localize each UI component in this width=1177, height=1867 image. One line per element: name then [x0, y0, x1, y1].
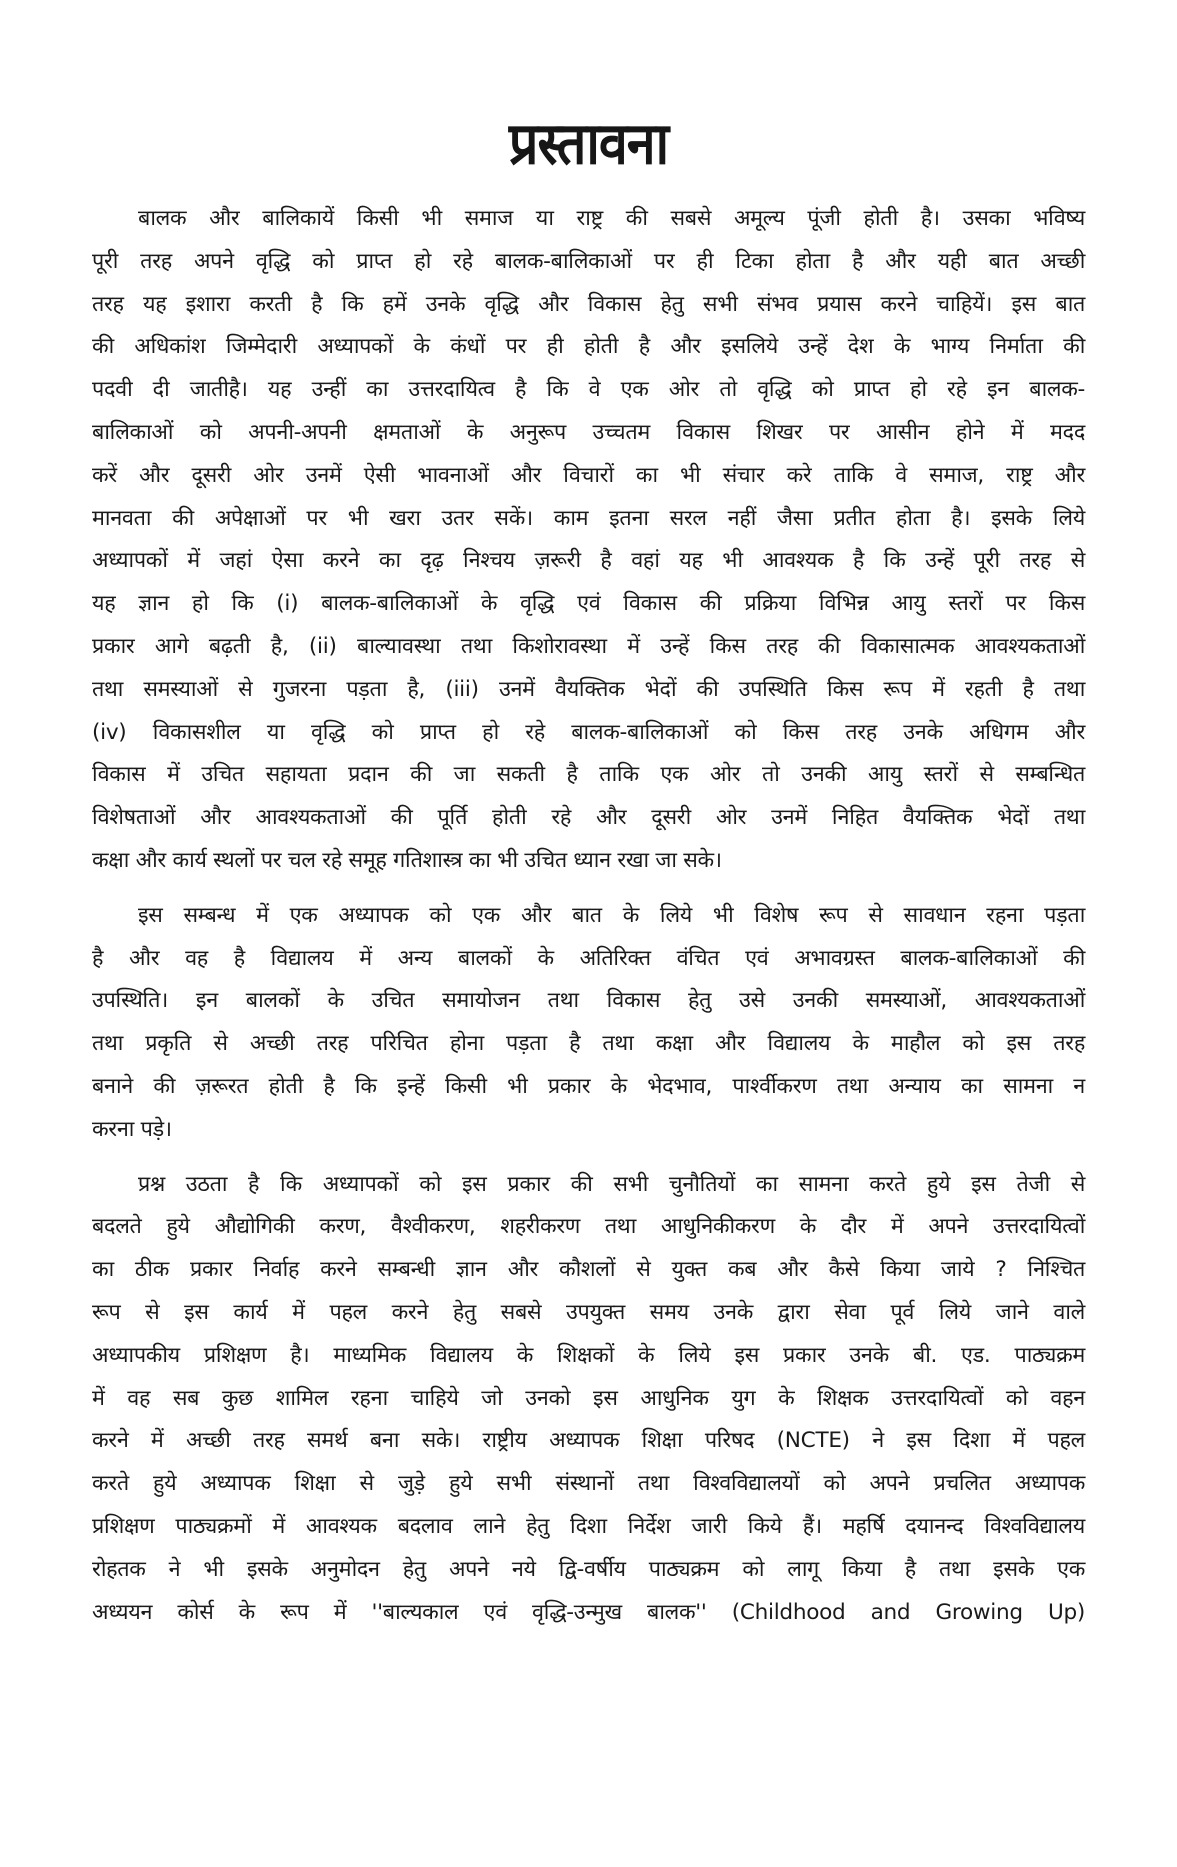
document-body [92, 198, 1085, 1634]
text-line: अध्यापकीय प्रशिक्षण है। माध्यमिक विद्यालय के शिक्षकों के लिये इस प्रकार उनके बी. एड. पाठ्यक्रम [92, 1342, 1085, 1368]
text-line: बालिकाओं को अपनी-अपनी क्षमताओं के अनुरूप उच्चतम विकास शिखर पर आसीन होने में मदद [92, 419, 1085, 445]
text-line: तरह यह इशारा करती है कि हमें उनके वृद्धि और विकास हेतु सभी संभव प्रयास करने चाहियें। इस बात [92, 291, 1085, 317]
text-line: पदवी दी जातीहै। यह उन्हीं का उत्तरदायित्व है कि वे एक ओर तो वृद्धि को प्राप्त हो रहे इन बालक- [92, 377, 1085, 403]
text-line: तथा समस्याओं से गुजरना पड़ता है, (iii) उनमें वैयक्तिक भेदों की उपस्थिति किस रूप में रहती है तथा [92, 676, 1085, 702]
text-line: करने में अच्छी तरह समर्थ बना सके। राष्ट्रीय अध्यापक शिक्षा परिषद (NCTE) ने इस दिशा में पहल [92, 1428, 1085, 1454]
text-line: बालक और बालिकायें किसी भी समाज या राष्ट्र की सबसे अमूल्य पूंजी होती है। उसका भविष्य [138, 206, 1085, 231]
text-line: करते हुये अध्यापक शिक्षा से जुड़े हुये सभी संस्थानों तथा विश्वविद्यालयों को अपने प्रचलित अध्यापक [92, 1471, 1085, 1497]
text-line: बनाने की ज़रूरत होती है कि इन्हें किसी भी प्रकार के भेदभाव, पार्श्वीकरण तथा अन्याय का सामना न [92, 1073, 1085, 1099]
text-line: यह ज्ञान हो कि (i) बालक-बालिकाओं के वृद्धि एवं विकास की प्रक्रिया विभिन्न आयु स्तरों पर किस [92, 591, 1085, 617]
text-line: विकास में उचित सहायता प्रदान की जा सकती है ताकि एक ओर तो उनकी आयु स्तरों से सम्बन्धित [92, 762, 1085, 788]
text-line: प्रशिक्षण पाठ्यक्रमों में आवश्यक बदलाव लाने हेतु दिशा निर्देश जारी किये हैं। महर्षि दयानन्द विश्वविद्यालय [92, 1513, 1085, 1539]
text-line: तथा प्रकृति से अच्छी तरह परिचित होना पड़ता है तथा कक्षा और विद्यालय के माहौल को इस तरह [92, 1031, 1085, 1057]
text-line: प्रश्न उठता है कि अध्यापकों को इस प्रकार की सभी चुनौतियों का सामना करते हुये इस तेजी से [138, 1171, 1085, 1197]
text-line: मानवता की अपेक्षाओं पर भी खरा उतर सकें। काम इतना सरल नहीं जैसा प्रतीत होता है। इसके लिये [92, 505, 1085, 531]
text-line: उपस्थिति। इन बालकों के उचित समायोजन तथा विकास हेतु उसे उनकी समस्याओं, आवश्यकताओं [92, 988, 1085, 1014]
text-line: में वह सब कुछ शामिल रहना चाहिये जो उनको इस आधुनिक युग के शिक्षक उत्तरदायित्वों को वहन [92, 1385, 1085, 1411]
text-line: बदलते हुये औद्योगिकी करण, वैश्वीकरण, शहरीकरण तथा आधुनिकीकरण के दौर में अपने उत्तरदायित्वों [92, 1214, 1085, 1240]
text-line: की अधिकांश जिम्मेदारी अध्यापकों के कंधों पर ही होती है और इसलिये उन्हें देश के भाग्य निर्माता की [92, 334, 1085, 360]
text-line: पूरी तरह अपने वृद्धि को प्राप्त हो रहे बालक-बालिकाओं पर ही टिका होता है और यही बात अच्छी [92, 248, 1085, 274]
text-line: का ठीक प्रकार निर्वाह करने सम्बन्धी ज्ञान और कौशलों से युक्त कब और कैसे किया जाये ? निश्चित [92, 1257, 1085, 1283]
page-title: प्रस्तावना [508, 110, 669, 179]
text-line: इस सम्बन्ध में एक अध्यापक को एक और बात के लिये भी विशेष रूप से सावधान रहना पड़ता [138, 902, 1085, 928]
text-line: अध्यापकों में जहां ऐसा करने का दृढ़ निश्चय ज़रूरी है वहां यह भी आवश्यक है कि उन्हें पूरी तरह से [92, 548, 1085, 574]
text-line: करना पड़े। [92, 1116, 172, 1142]
text-line: अध्ययन कोर्स के रूप में ''बाल्यकाल एवं वृद्धि-उन्मुख बालक'' (Childhood and Growing Up) [92, 1599, 1085, 1625]
paragraph [92, 895, 1085, 1152]
text-line: है और वह है विद्यालय में अन्य बालकों के अतिरिक्त वंचित एवं अभावग्रस्त बालक-बालिकाओं की [92, 945, 1085, 971]
text-line: रोहतक ने भी इसके अनुमोदन हेतु अपने नये द्वि-वर्षीय पाठ्यक्रम को लागू किया है तथा इसके एक [92, 1556, 1085, 1582]
text-line: प्रकार आगे बढ़ती है, (ii) बाल्यावस्था तथा किशोरावस्था में उन्हें किस तरह की विकासात्मक आवश्यकताओं [92, 633, 1085, 659]
text-line: करें और दूसरी ओर उनमें ऐसी भावनाओं और विचारों का भी संचार करे ताकि वे समाज, राष्ट्र और [92, 462, 1085, 488]
text-line: कक्षा और कार्य स्थलों पर चल रहे समूह गतिशास्त्र का भी उचित ध्यान रखा जा सके। [92, 847, 722, 873]
paragraph [92, 198, 1085, 883]
text-line: (iv) विकासशील या वृद्धि को प्राप्त हो रहे बालक-बालिकाओं को किस तरह उनके अधिगम और [92, 719, 1085, 745]
text-line: रूप से इस कार्य में पहल करने हेतु सबसे उपयुक्त समय उनके द्वारा सेवा पूर्व लिये जाने वाले [92, 1299, 1085, 1325]
document-page [92, 0, 1085, 1646]
text-line: विशेषताओं और आवश्यकताओं की पूर्ति होती रहे और दूसरी ओर उनमें निहित वैयक्तिक भेदों तथा [92, 805, 1085, 831]
paragraph [92, 1164, 1085, 1635]
